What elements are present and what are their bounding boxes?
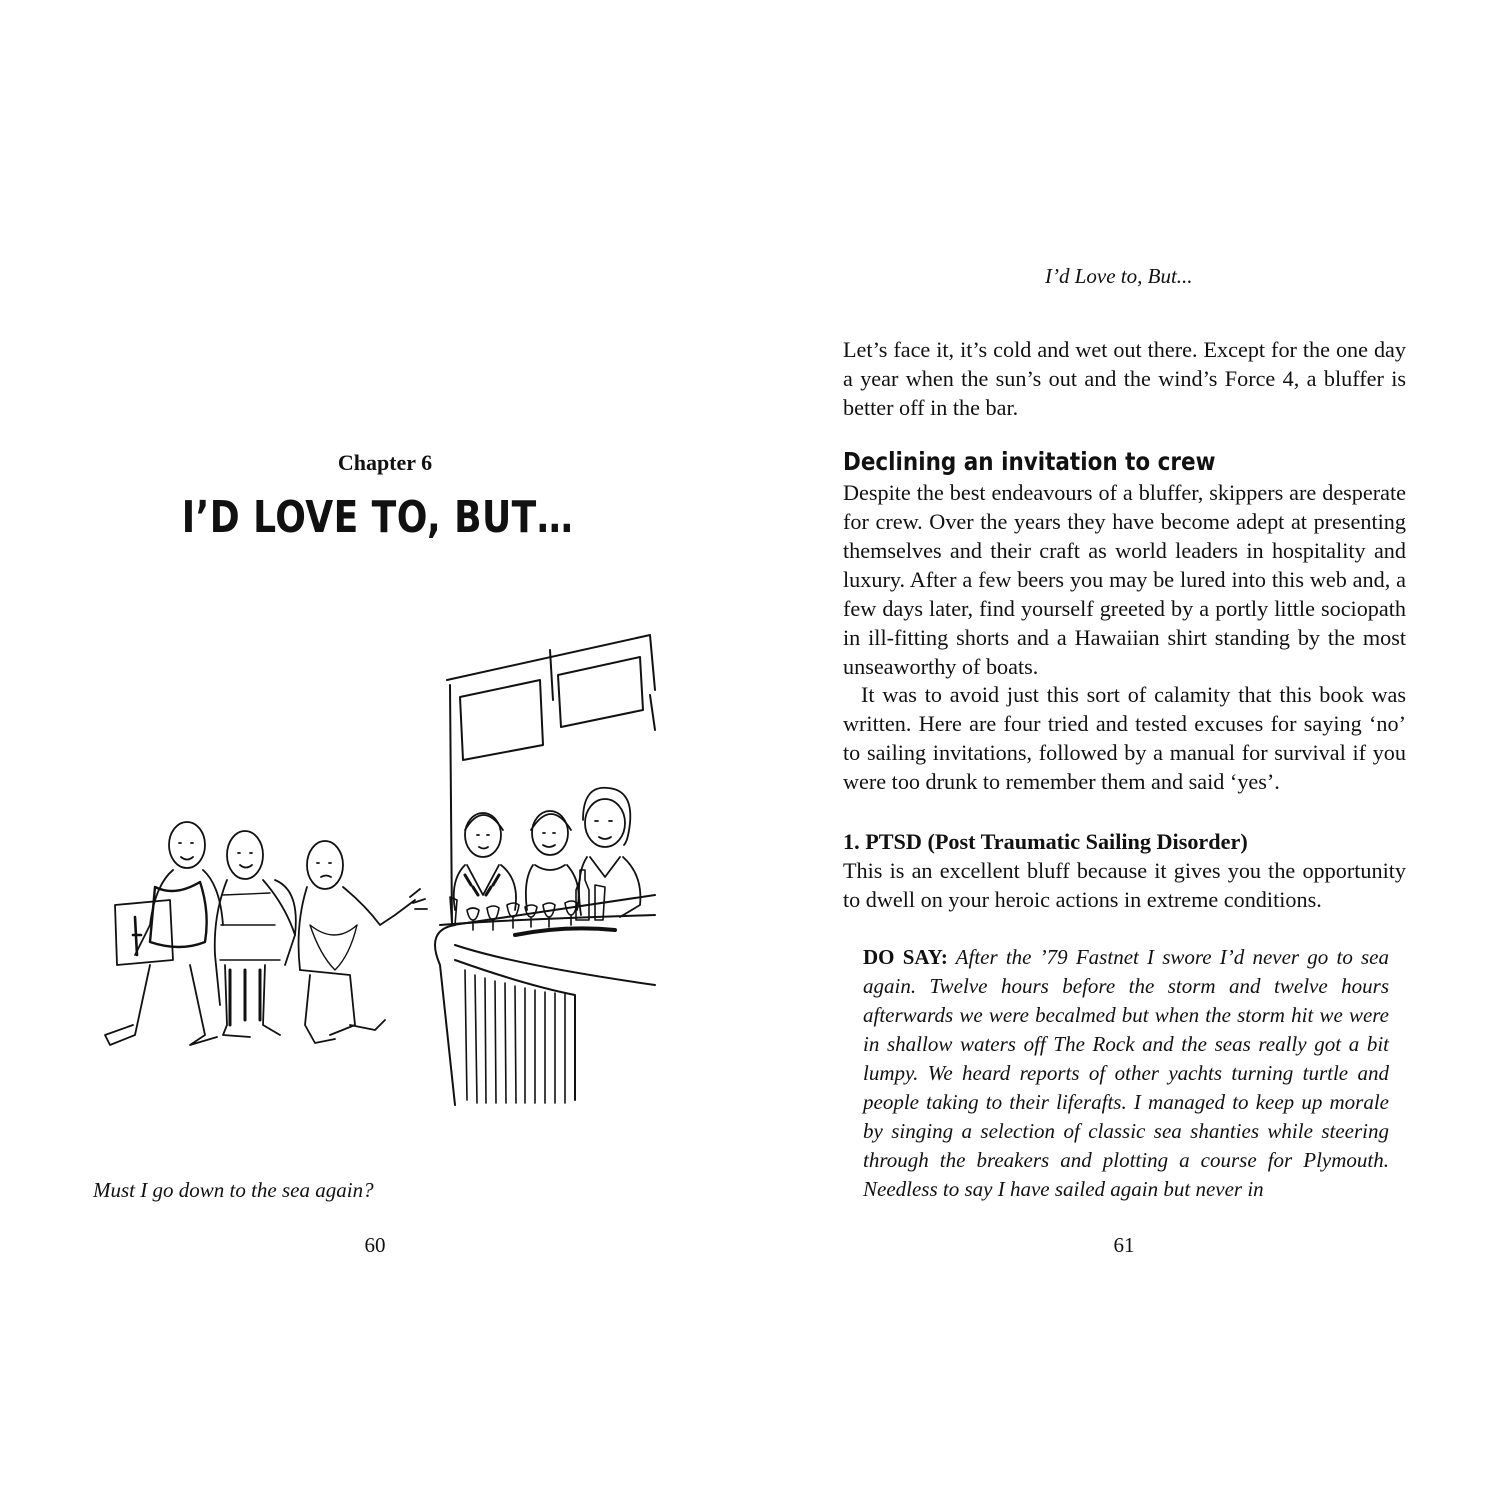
page-number-right: 61 <box>1113 1233 1135 1257</box>
bar-scene-illustration <box>95 625 665 1115</box>
paragraph-2: Despite the best endeavours of a bluffer, skippers are desperate for crew. Over the years they have become adept at presenting themselves and their craft as world leaders in hospitality and luxury. After a few beers you may be lured into this web and, a few days later, find yourself greeted by a portly little sociopath in ill-fitting shorts and a Hawaiian shirt standing by the most unseaworthy of boats. <box>843 480 1406 679</box>
right-page <box>750 0 1500 1500</box>
section-heading: Declining an invitation to crew <box>843 447 1216 476</box>
intro-paragraph: Let’s face it, it’s cold and wet out there. Except for the one day a year when the sun’s out and the wind’s Force 4, a bluffer is better off in the bar. <box>843 337 1406 420</box>
illustration-caption: Must I go down to the sea again? <box>93 1178 374 1202</box>
do-say-text: After the ’79 Fastnet I swore I’d never go to sea again. Twelve hours before the storm and twelve hours afterwards we were becalmed but when the storm hit we were in shallow waters off The Rock and the seas really got a bit lumpy. We heard reports of other yachts turning turtle and people taking to their liferafts. I managed to keep up morale by singing a selection of classic sea shanties while steering through the breakers and plotting a course for Plymouth. Needless to say I have sailed again but never in <box>863 945 1389 1201</box>
paragraph-4: This is an excellent bluff because it gives you the opportunity to dwell on your heroic actions in extreme conditions. <box>843 858 1406 912</box>
subheading-ptsd: 1. PTSD (Post Traumatic Sailing Disorder) <box>843 829 1248 854</box>
chapter-title: I’D LOVE TO, BUT… <box>181 492 574 543</box>
page-number-left: 60 <box>364 1233 386 1257</box>
do-say-quote <box>863 943 1389 1204</box>
do-say-label: DO SAY: <box>863 945 948 969</box>
paragraph-3: It was to avoid just this sort of calamity that this book was written. Here are four tried and tested excuses for saying ‘no’ to sailing invitations, followed by a manual for survival if you were too drunk to remember them and said ‘yes’. <box>843 682 1406 794</box>
chapter-label: Chapter 6 <box>337 450 433 475</box>
running-head: I’d Love to, But... <box>1045 264 1193 288</box>
